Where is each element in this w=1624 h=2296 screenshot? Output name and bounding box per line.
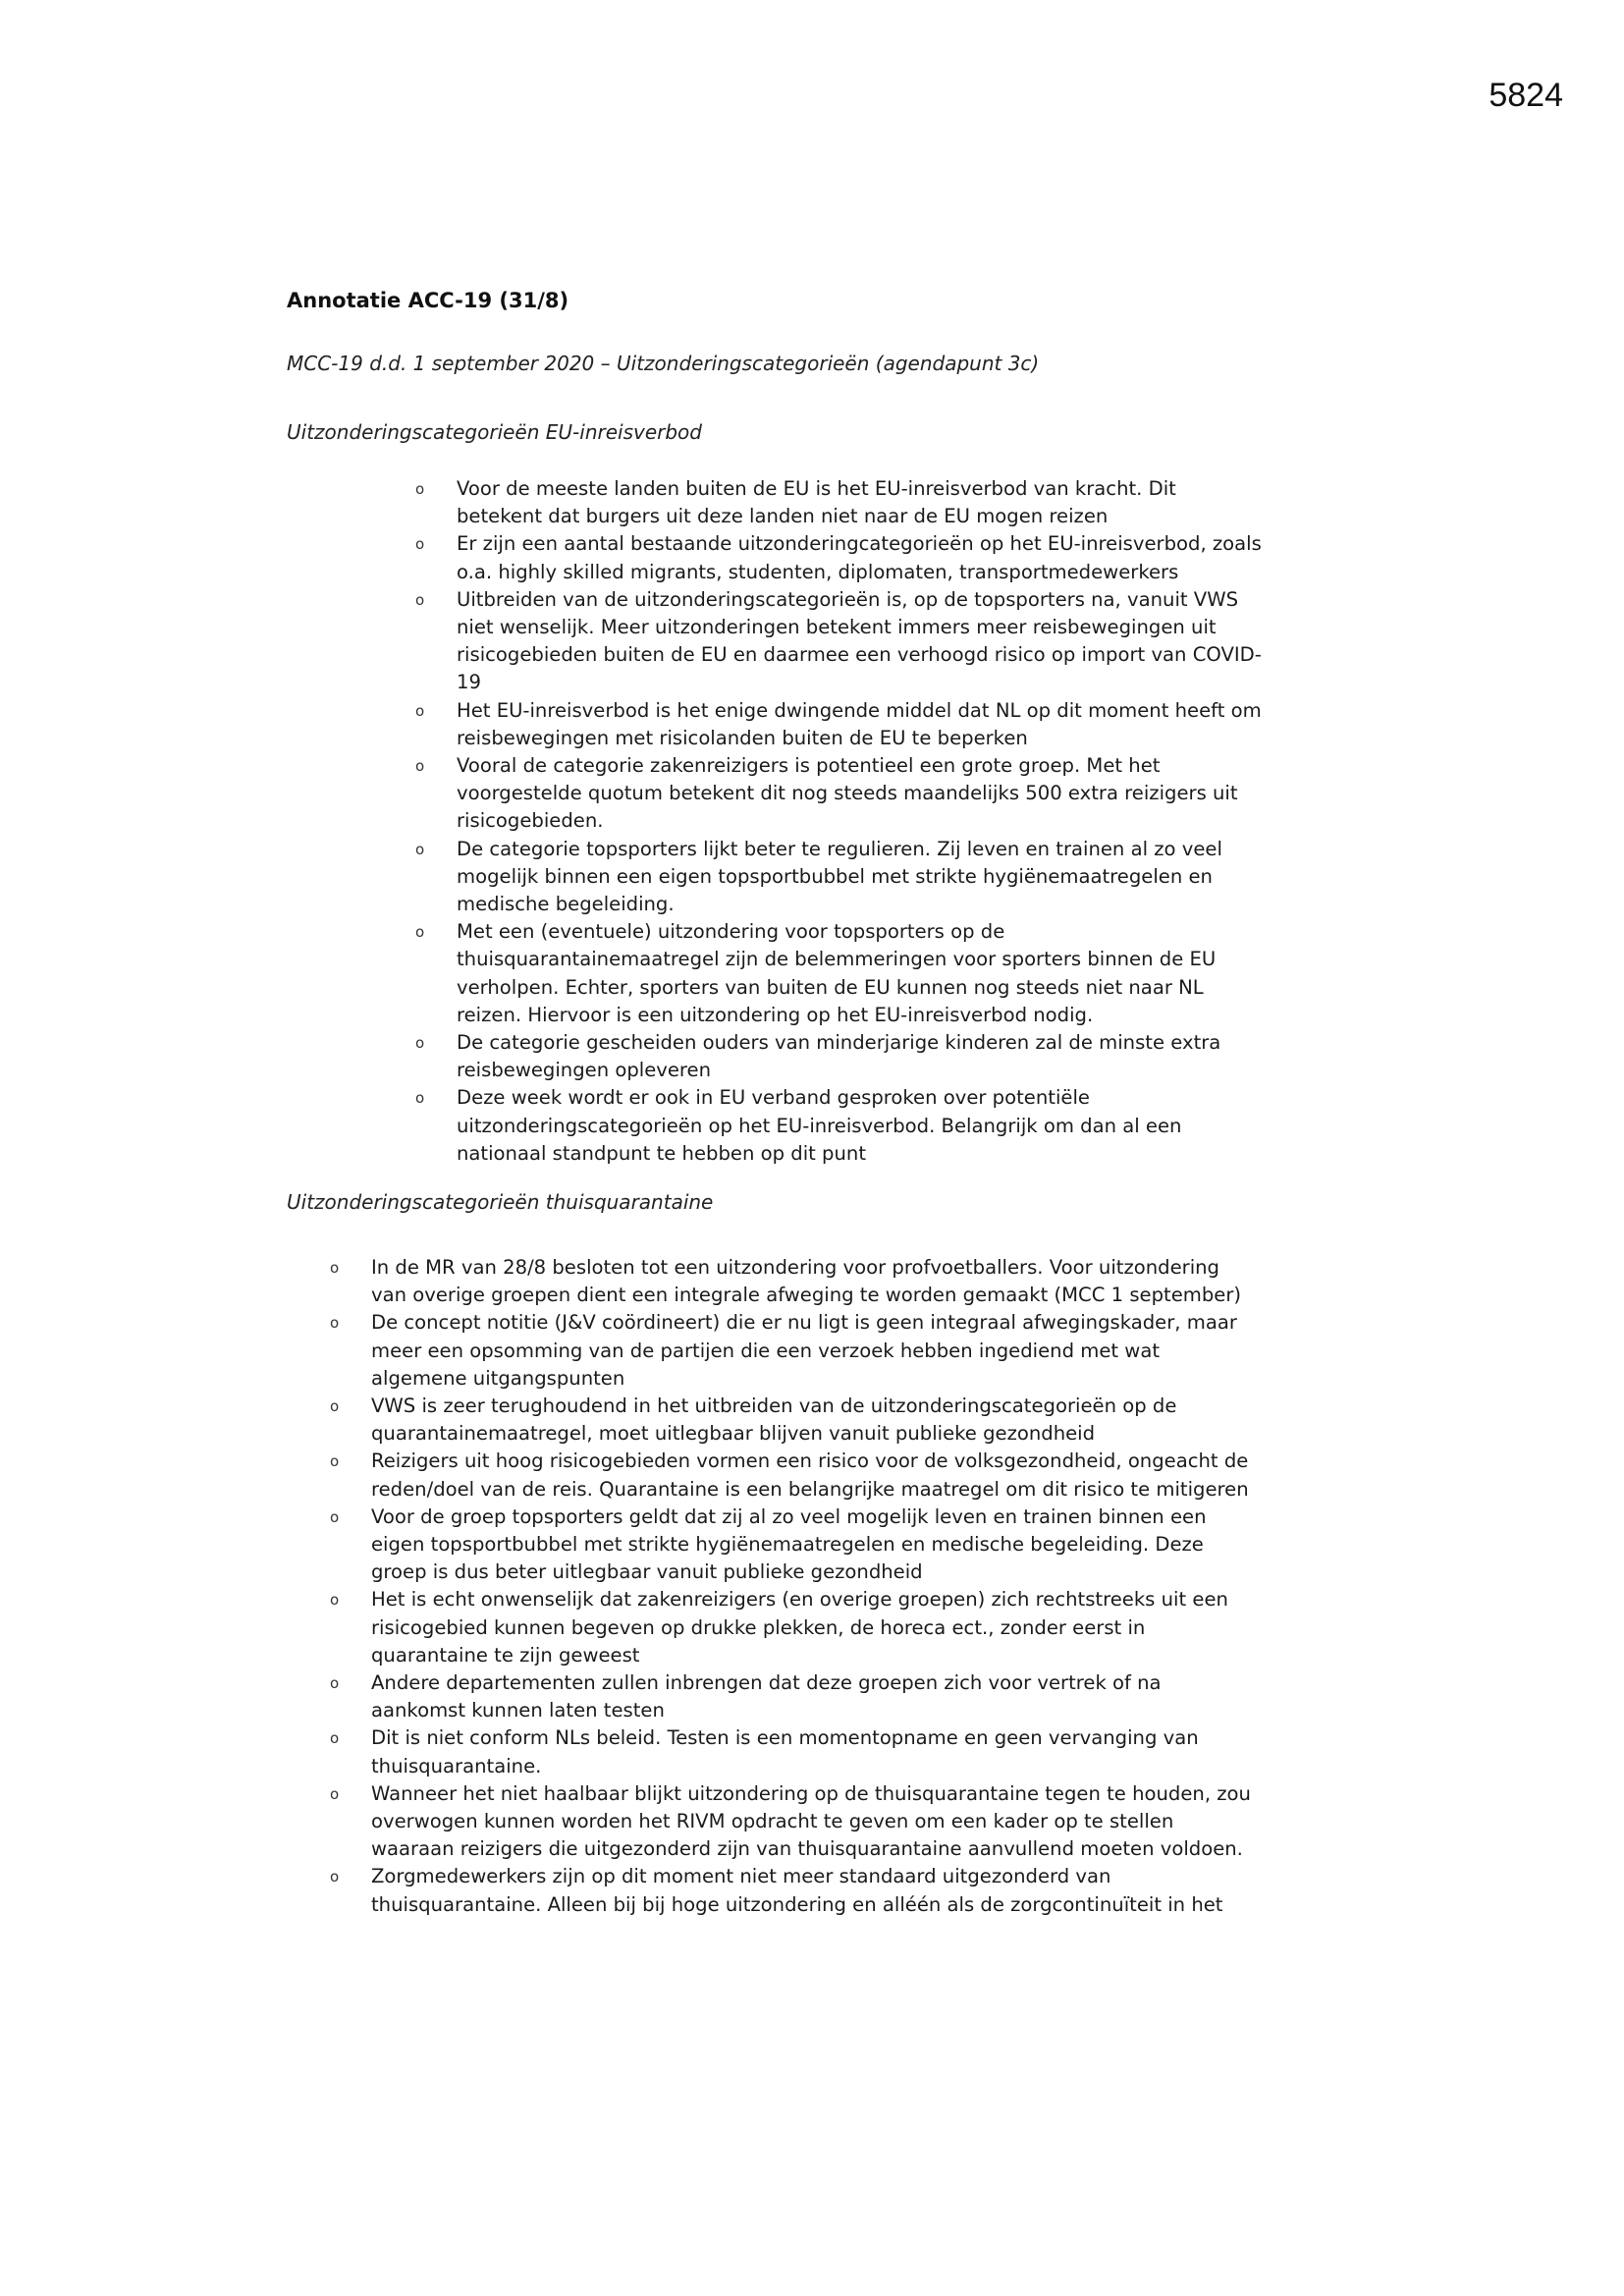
bullet-marker: o <box>415 701 425 720</box>
page-number: 5824 <box>1489 77 1563 114</box>
list-item-line: Reizigers uit hoog risicogebieden vormen een risico voor de volksgezondheid, ongeacht de <box>371 1449 1249 1473</box>
bullet-marker: o <box>330 1868 340 1886</box>
list-item <box>415 530 1360 585</box>
list-item <box>415 752 1360 836</box>
bullet-marker: o <box>415 535 425 554</box>
bullet-marker: o <box>415 480 425 498</box>
list-item-line: risicogebieden. <box>457 809 604 833</box>
list-item-line: reisbewegingen met risicolanden buiten de EU te beperken <box>457 726 1028 749</box>
list-item-line: Wanneer het niet haalbaar blijkt uitzondering op de thuisquarantaine tegen te houden, zou <box>371 1781 1251 1805</box>
list-item-line: Er zijn een aantal bestaande uitzonderingcategorieën op het EU-inreisverbod, zoals <box>457 532 1262 556</box>
list-item-line: De categorie topsporters lijkt beter te regulieren. Zij leven en trainen al zo veel <box>457 837 1222 860</box>
list-item-line: overwogen kunnen worden het RIVM opdracht te geven om een kader op te stellen <box>371 1810 1174 1833</box>
section-heading-thuisquarantaine: Uitzonderingscategorieën thuisquarantaine <box>287 1190 714 1214</box>
list-item-line: waaraan reizigers die uitgezonderd zijn van thuisquarantaine aanvullend moeten voldoen. <box>371 1837 1243 1861</box>
list-item-line: 19 <box>457 671 481 694</box>
bullet-marker: o <box>330 1507 340 1526</box>
list-item-line: mogelijk binnen een eigen topsportbubbel met strikte hygiënemaatregelen en <box>457 864 1213 888</box>
list-item-line: niet wenselijk. Meer uitzonderingen betekent immers meer reisbewegingen uit <box>457 616 1217 639</box>
list-item-line: thuisquarantainemaatregel zijn de belemmeringen voor sporters binnen de EU <box>457 948 1217 971</box>
list-item-line: In de MR van 28/8 besloten tot een uitzondering voor profvoetballers. Voor uitzondering <box>371 1256 1219 1279</box>
list-item-line: Zorgmedewerkers zijn op dit moment niet meer standaard uitgezonderd van <box>371 1865 1111 1888</box>
list-item <box>415 697 1360 752</box>
list-item-line: nationaal standpunt te hebben op dit punt <box>457 1141 866 1165</box>
bullet-marker: o <box>330 1452 340 1471</box>
list-item <box>330 1724 1353 1779</box>
list-item <box>330 1669 1353 1724</box>
list-item-line: van overige groepen dient een integrale afweging te worden gemaakt (MCC 1 september) <box>371 1284 1242 1307</box>
bullet-list-eu-inreisverbod <box>415 475 1360 1168</box>
list-item-line: Vooral de categorie zakenreizigers is potentieel een grote groep. Met het <box>457 754 1161 778</box>
list-item <box>330 1254 1353 1309</box>
bullet-marker: o <box>330 1397 340 1416</box>
bullet-marker: o <box>330 1591 340 1610</box>
list-item <box>415 1029 1360 1084</box>
list-item-line: betekent dat burgers uit deze landen niet naar de EU mogen reizen <box>457 505 1109 528</box>
list-item-line: Uitbreiden van de uitzonderingscategorieën is, op de topsporters na, vanuit VWS <box>457 587 1239 611</box>
list-item-line: quarantaine te zijn geweest <box>371 1643 640 1667</box>
document-title: Annotatie ACC-19 (31/8) <box>287 289 569 312</box>
list-item-line: De categorie gescheiden ouders van minderjarige kinderen zal de minste extra <box>457 1031 1221 1055</box>
list-item-line: VWS is zeer terughoudend in het uitbreiden van de uitzonderingscategorieën op de <box>371 1394 1177 1418</box>
list-item <box>415 918 1360 1029</box>
list-item <box>330 1780 1353 1864</box>
bullet-marker: o <box>330 1314 340 1333</box>
list-item-line: quarantainemaatregel, moet uitlegbaar blijven vanuit publieke gezondheid <box>371 1422 1096 1446</box>
list-item <box>330 1863 1353 1918</box>
list-item-line: eigen topsportbubbel met strikte hygiënemaatregelen en medische begeleiding. Deze <box>371 1533 1204 1557</box>
list-item <box>330 1586 1353 1669</box>
list-item-line: Het EU-inreisverbod is het enige dwingende middel dat NL op dit moment heeft om <box>457 698 1262 722</box>
list-item-line: voorgestelde quotum betekent dit nog steeds maandelijks 500 extra reizigers uit <box>457 782 1238 805</box>
list-item <box>330 1448 1353 1503</box>
bullet-marker: o <box>330 1729 340 1748</box>
list-item-line: uitzonderingscategorieën op het EU-inreisverbod. Belangrijk om dan al een <box>457 1114 1182 1137</box>
list-item-line: algemene uitgangspunten <box>371 1366 625 1390</box>
list-item-line: aankomst kunnen laten testen <box>371 1699 665 1722</box>
list-item <box>330 1393 1353 1448</box>
bullet-marker: o <box>415 923 425 942</box>
bullet-marker: o <box>415 590 425 609</box>
bullet-marker: o <box>415 1034 425 1053</box>
document-subtitle: MCC-19 d.d. 1 september 2020 – Uitzonderingscategorieën (agendapunt 3c) <box>287 352 1040 375</box>
section-heading-eu-inreisverbod: Uitzonderingscategorieën EU-inreisverbod <box>287 420 702 444</box>
list-item <box>415 836 1360 919</box>
list-item-line: reisbewegingen opleveren <box>457 1059 712 1082</box>
bullet-marker: o <box>330 1259 340 1277</box>
list-item-line: medische begeleiding. <box>457 893 675 916</box>
list-item-line: Voor de groep topsporters geldt dat zij al zo veel mogelijk leven en trainen binnen een <box>371 1504 1207 1528</box>
list-item-line: reizen. Hiervoor is een uitzondering op het EU-inreisverbod nodig. <box>457 1003 1094 1026</box>
bullet-list-thuisquarantaine <box>330 1254 1353 1919</box>
list-item-line: risicogebied kunnen begeven op drukke plekken, de horeca ect., zonder eerst in <box>371 1615 1146 1639</box>
list-item-line: meer een opsomming van de partijen die een verzoek hebben ingediend met wat <box>371 1339 1161 1362</box>
list-item-line: Voor de meeste landen buiten de EU is het EU-inreisverbod van kracht. Dit <box>457 477 1176 500</box>
list-item-line: Het is echt onwenselijk dat zakenreizigers (en overige groepen) zich rechtstreeks uit een <box>371 1588 1228 1612</box>
list-item-line: reden/doel van de reis. Quarantaine is een belangrijke maatregel om dit risico te mitigeren <box>371 1477 1249 1501</box>
bullet-marker: o <box>415 757 425 776</box>
list-item-line: verholpen. Echter, sporters van buiten de EU kunnen nog steeds niet naar NL <box>457 975 1204 999</box>
list-item-line: thuisquarantaine. <box>371 1754 542 1777</box>
list-item-line: risicogebieden buiten de EU en daarmee een verhoogd risico op import van COVID- <box>457 643 1262 667</box>
list-item-line: Deze week wordt er ook in EU verband gesproken over potentiële <box>457 1086 1090 1110</box>
list-item <box>330 1503 1353 1587</box>
list-item-line: o.a. highly skilled migrants, studenten, diplomaten, transportmedewerkers <box>457 560 1179 583</box>
bullet-marker: o <box>330 1674 340 1693</box>
list-item <box>415 1084 1360 1168</box>
list-item-line: Dit is niet conform NLs beleid. Testen is een momentopname en geen vervanging van <box>371 1726 1199 1750</box>
bullet-marker: o <box>415 1089 425 1108</box>
list-item-line: Andere departementen zullen inbrengen dat deze groepen zich voor vertrek of na <box>371 1671 1162 1695</box>
list-item <box>330 1309 1353 1393</box>
bullet-marker: o <box>330 1784 340 1803</box>
list-item-line: groep is dus beter uitlegbaar vanuit publieke gezondheid <box>371 1560 923 1584</box>
list-item-line: De concept notitie (J&V coördineert) die er nu ligt is geen integraal afwegingskader, maar <box>371 1311 1237 1335</box>
list-item <box>415 586 1360 697</box>
list-item-line: Met een (eventuele) uitzondering voor topsporters op de <box>457 920 1005 944</box>
list-item-line: thuisquarantaine. Alleen bij bij hoge uitzondering en alléén als de zorgcontinuïteit in het <box>371 1892 1223 1916</box>
bullet-marker: o <box>415 840 425 858</box>
list-item <box>415 475 1360 530</box>
